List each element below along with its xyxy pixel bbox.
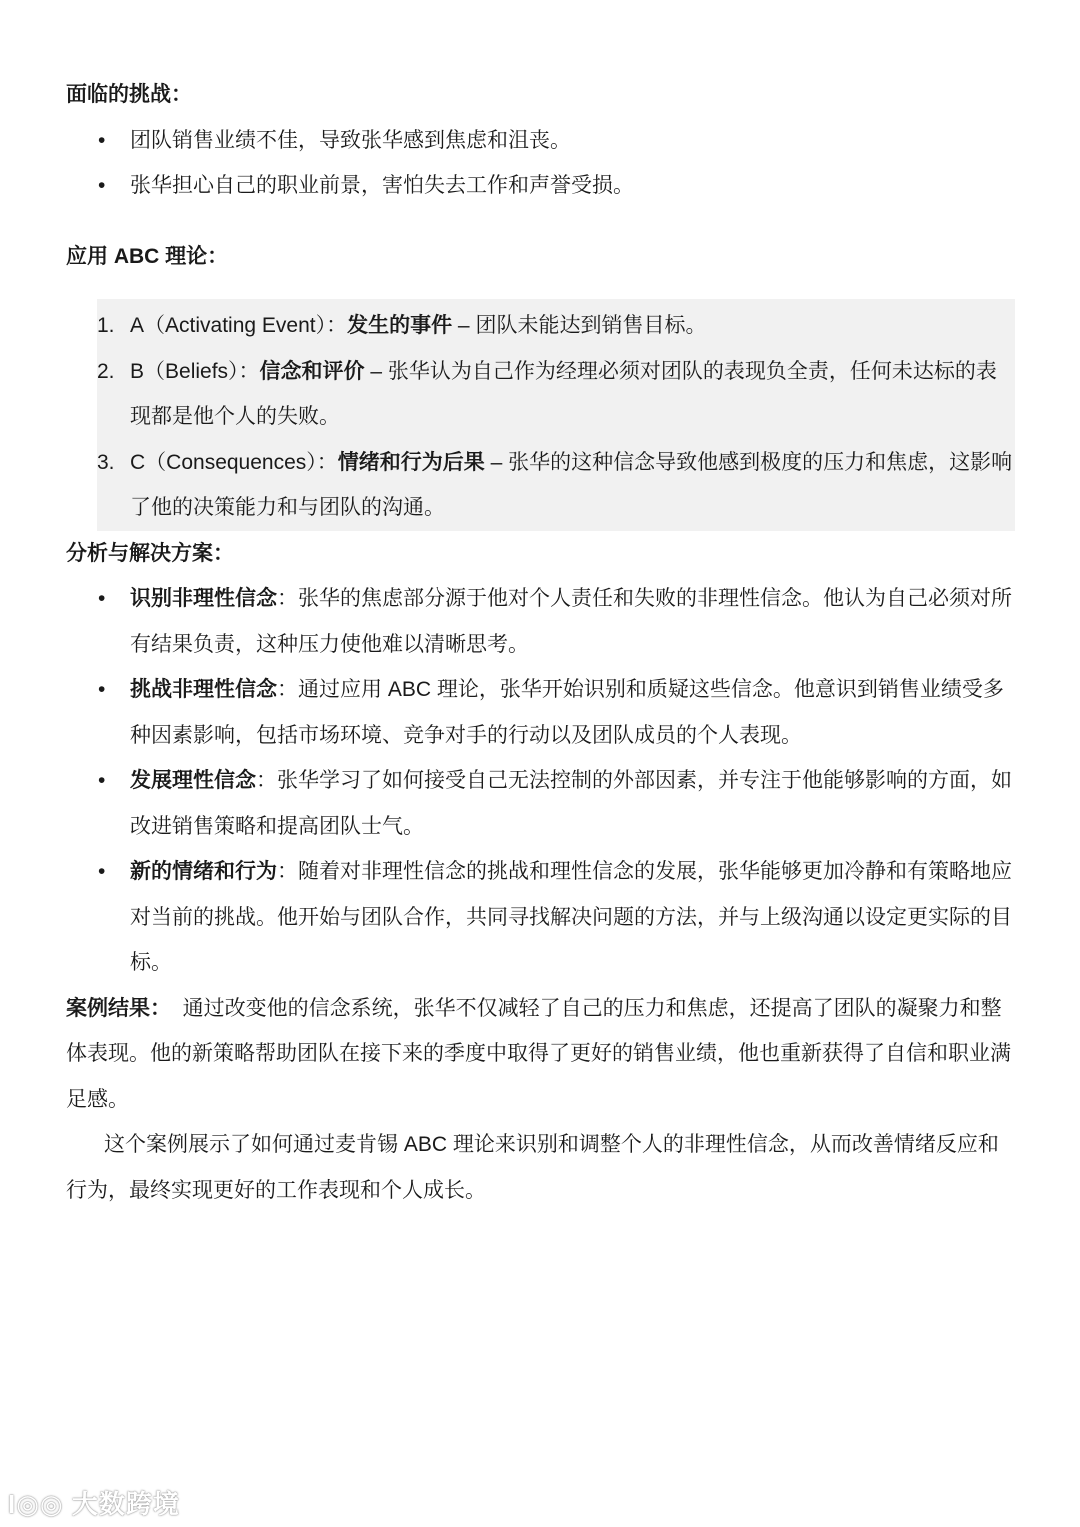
list-item xyxy=(66,576,1016,667)
item-label: 挑战非理性信念 xyxy=(130,678,277,701)
item-text: ：通过应用 ABC 理论，张华开始识别和质疑这些信念。他意识到销售业绩受多种因素影响，包括市场环境、竞争对手的行动以及团队成员的个人表现。 xyxy=(130,678,1004,747)
item-label: 发生的事件 xyxy=(347,314,453,337)
document-page xyxy=(66,72,1016,1213)
list-item xyxy=(97,303,1015,349)
item-number: 1. xyxy=(97,314,115,337)
watermark-text: 大数跨境 xyxy=(71,1489,180,1519)
item-prefix: C（Consequences）： xyxy=(130,450,338,474)
list-item: • 张华担心自己的职业前景，害怕失去工作和声誉受损。 xyxy=(66,163,1016,209)
item-label: 信念和评价 xyxy=(259,359,365,383)
challenges-list xyxy=(66,118,1016,209)
item-prefix: A（Activating Event）： xyxy=(130,314,348,337)
item-text: ：张华学习了如何接受自己无法控制的外部因素，并专注于他能够影响的方面，如改进销售策略和提高团队士气。 xyxy=(130,769,1012,838)
abc-heading: 应用 ABC 理论： xyxy=(66,244,229,268)
list-item xyxy=(97,349,1015,440)
case-result xyxy=(66,986,1016,1123)
conclusion-paragraph: 这个案例展示了如何通过麦肯锡 ABC 理论来识别和调整个人的非理性信念，从而改善情绪反应和行为，最终实现更好的工作表现和个人成长。 xyxy=(66,1133,999,1202)
item-label: 发展理性信念 xyxy=(130,769,256,792)
list-item xyxy=(66,667,1016,758)
list-item: • 团队销售业绩不佳，导致张华感到焦虑和沮丧。 xyxy=(66,118,1016,164)
watermark-icon: I◎◎ xyxy=(8,1489,72,1519)
list-item xyxy=(97,440,1015,531)
result-label: 案例结果： xyxy=(66,996,171,1020)
item-text: – 张华的这种信念导致他感到极度的压力和焦虑，这影响了他的决策能力和与团队的沟通。 xyxy=(130,450,1013,519)
watermark-logo xyxy=(8,1484,180,1521)
item-label: 新的情绪和行为 xyxy=(130,860,277,883)
item-text: – 张华认为自己作为经理必须对团队的表现负全责，任何未达标的表现都是他个人的失败。 xyxy=(130,359,997,428)
abc-box xyxy=(97,299,1015,531)
item-prefix: B（Beliefs）： xyxy=(130,359,260,383)
item-label: 情绪和行为后果 xyxy=(337,450,485,474)
challenges-heading: 面临的挑战： xyxy=(66,83,192,106)
item-number: 3. xyxy=(97,450,115,474)
item-number: 2. xyxy=(97,359,115,383)
item-text: ：张华的焦虑部分源于他对个人责任和失败的非理性信念。他认为自己必须对所有结果负责，这种压力使他难以清晰思考。 xyxy=(130,587,1012,656)
item-text: ：随着对非理性信念的挑战和理性信念的发展，张华能够更加冷静和有策略地应对当前的挑战。他开始与团队合作，共同寻找解决问题的方法，并与上级沟通以设定更实际的目标。 xyxy=(130,860,1012,974)
abc-list xyxy=(97,303,1015,531)
list-item xyxy=(66,849,1016,986)
analysis-list xyxy=(66,576,1016,986)
result-text: 通过改变他的信念系统，张华不仅减轻了自己的压力和焦虑，还提高了团队的凝聚力和整体表现。他的新策略帮助团队在接下来的季度中取得了更好的销售业绩，他也重新获得了自信和职业满足感。 xyxy=(66,996,1011,1111)
item-label: 识别非理性信念 xyxy=(130,587,277,610)
item-text: – 团队未能达到销售目标。 xyxy=(452,314,707,337)
analysis-heading: 分析与解决方案： xyxy=(66,541,234,565)
list-item xyxy=(66,758,1016,849)
